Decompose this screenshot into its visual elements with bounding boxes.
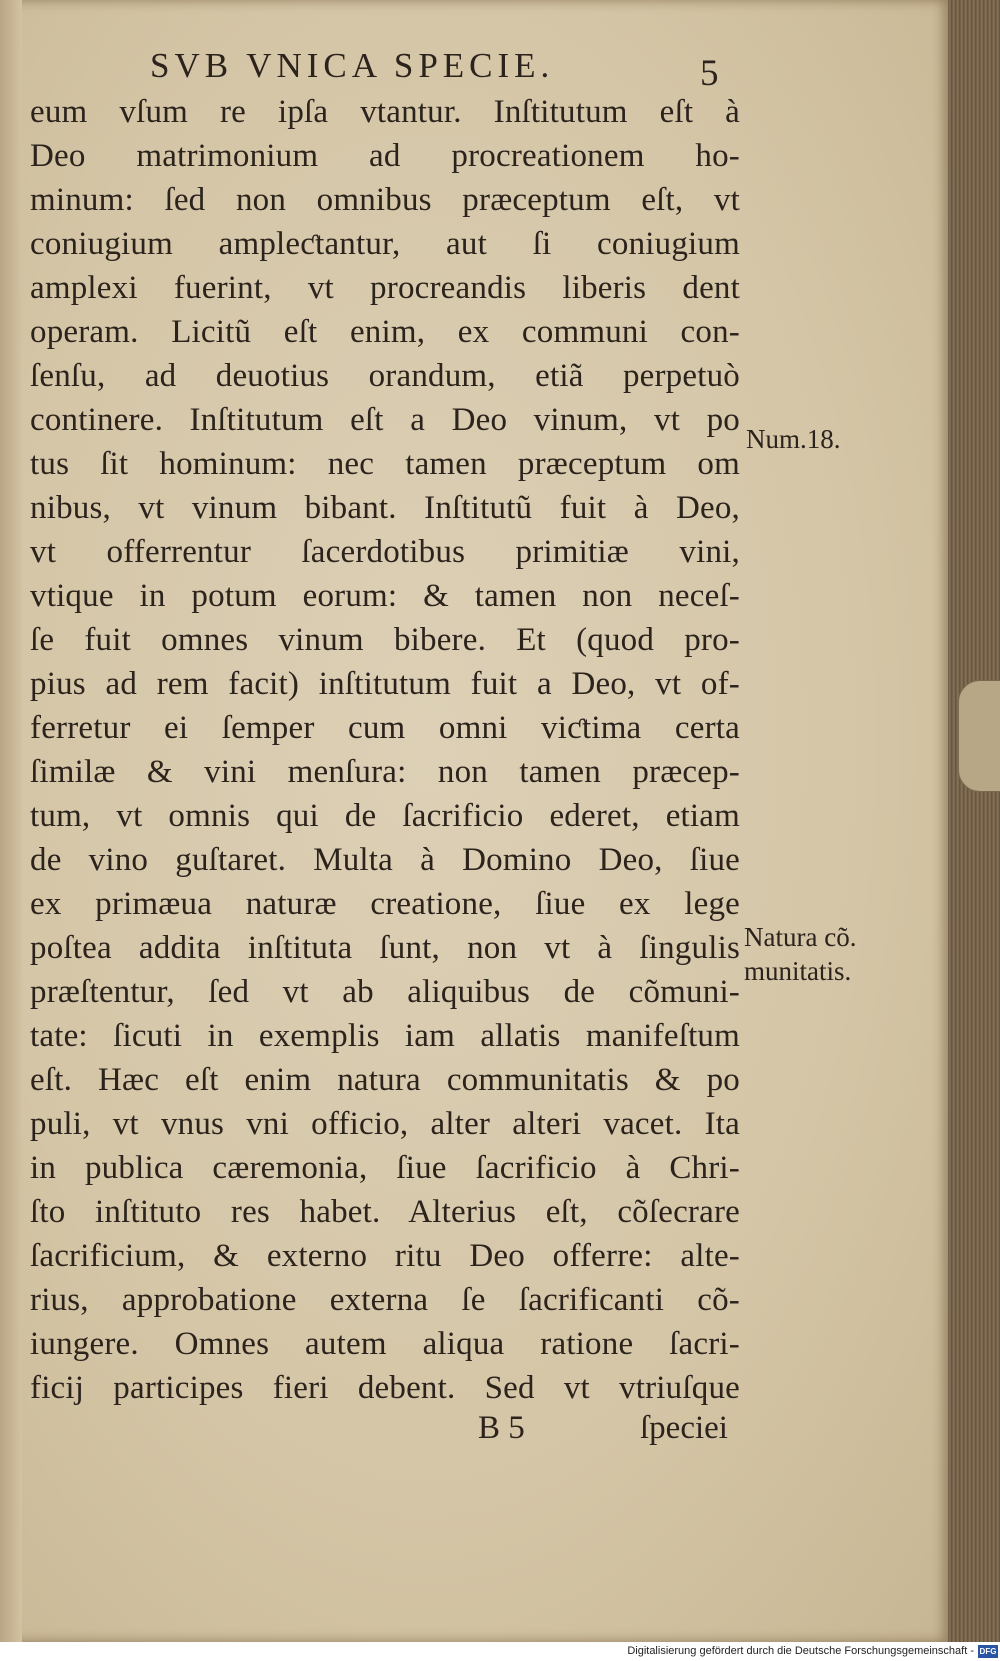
text-line: tus ſit hominum: nec tamen præceptum om — [30, 446, 740, 482]
text-line: puli, vt vnus vni officio, alter alteri vacet. Ita — [30, 1106, 740, 1142]
text-line: iungere. Omnes autem aliqua ratione ſacri- — [30, 1326, 740, 1362]
text-line: nibus, vt vinum bibant. Inſtitutũ fuit à Deo, — [30, 490, 740, 526]
footer-credit: Digitalisierung gefördert durch die Deutsche Forschungsgemeinschaft - — [627, 1645, 974, 1657]
text-line: coniugium ampleƈtantur, aut ſi coniugium — [30, 226, 740, 262]
marginal-note-num18: Num.18. — [746, 424, 841, 454]
text-line: ferretur ei ſemper cum omni viƈtima certa — [30, 710, 740, 746]
text-line: tum, vt omnis qui de ſacrificio ederet, etiam — [30, 798, 740, 834]
text-line: operam. Licitũ eſt enim, ex communi con- — [30, 314, 740, 350]
text-line: ficij participes fieri debent. Sed vt vtriuſque — [30, 1370, 740, 1406]
running-head: SVB VNICA SPECIE. — [150, 46, 555, 85]
text-line: ſacrificium, & externo ritu Deo offerre: alte- — [30, 1238, 740, 1274]
text-line: continere. Inſtitutum eſt a Deo vinum, vt po — [30, 402, 740, 438]
marginal-note-natura-line2: munitatis. — [744, 956, 852, 986]
text-line: rius, approbatione externa ſe ſacrificanti cõ- — [30, 1282, 740, 1318]
text-line: ſto inſtituto res habet. Alterius eſt, cõſecrare — [30, 1194, 740, 1230]
text-line: vt offerrentur ſacerdotibus primitiæ vini, — [30, 534, 740, 570]
text-line: ſenſu, ad deuotius orandum, etiã perpetuò — [30, 358, 740, 394]
dfg-logo: DFG — [979, 1647, 997, 1656]
text-line: amplexi fuerint, vt procreandis liberis dent — [30, 270, 740, 306]
text-line: poſtea addita inſtituta ſunt, non vt à ſingulis — [30, 930, 740, 966]
page-gutter — [0, 0, 22, 1642]
text-line: minum: ſed non omnibus præceptum eſt, vt — [30, 182, 740, 218]
text-line: Deo matrimonium ad procreationem ho- — [30, 138, 740, 174]
text-line: ſimilæ & vini menſura: non tamen præcep- — [30, 754, 740, 790]
page-number: 5 — [700, 53, 719, 94]
marginal-note-natura-line1: Natura cõ. — [744, 922, 857, 952]
text-line: in publica cæremonia, ſiue ſacrificio à Chri- — [30, 1150, 740, 1186]
thumb-tab — [958, 680, 1000, 792]
text-line: vtique in potum eorum: & tamen non neceſ- — [30, 578, 740, 614]
text-line: tate: ſicuti in exemplis iam allatis manifeſtum — [30, 1018, 740, 1054]
text-line: ſe fuit omnes vinum bibere. Et (quod pro- — [30, 622, 740, 658]
text-line: præſtentur, ſed vt ab aliquibus de cõmuni- — [30, 974, 740, 1010]
text-line: de vino guſtaret. Multa à Domino Deo, ſiue — [30, 842, 740, 878]
digitization-footer — [0, 1642, 1000, 1661]
text-line: pius ad rem facit) inſtitutum fuit a Deo, vt of- — [30, 666, 740, 702]
signature-mark: B 5 — [478, 1410, 525, 1446]
catchword: ſpeciei — [640, 1410, 728, 1446]
book-edge — [948, 0, 1000, 1661]
text-line: ex primæua naturæ creatione, ſiue ex lege — [30, 886, 740, 922]
text-line: eum vſum re ipſa vtantur. Inſtitutum eſt à — [30, 94, 740, 130]
text-line: eſt. Hæc eſt enim natura communitatis & po — [30, 1062, 740, 1098]
body-text — [30, 90, 740, 1410]
